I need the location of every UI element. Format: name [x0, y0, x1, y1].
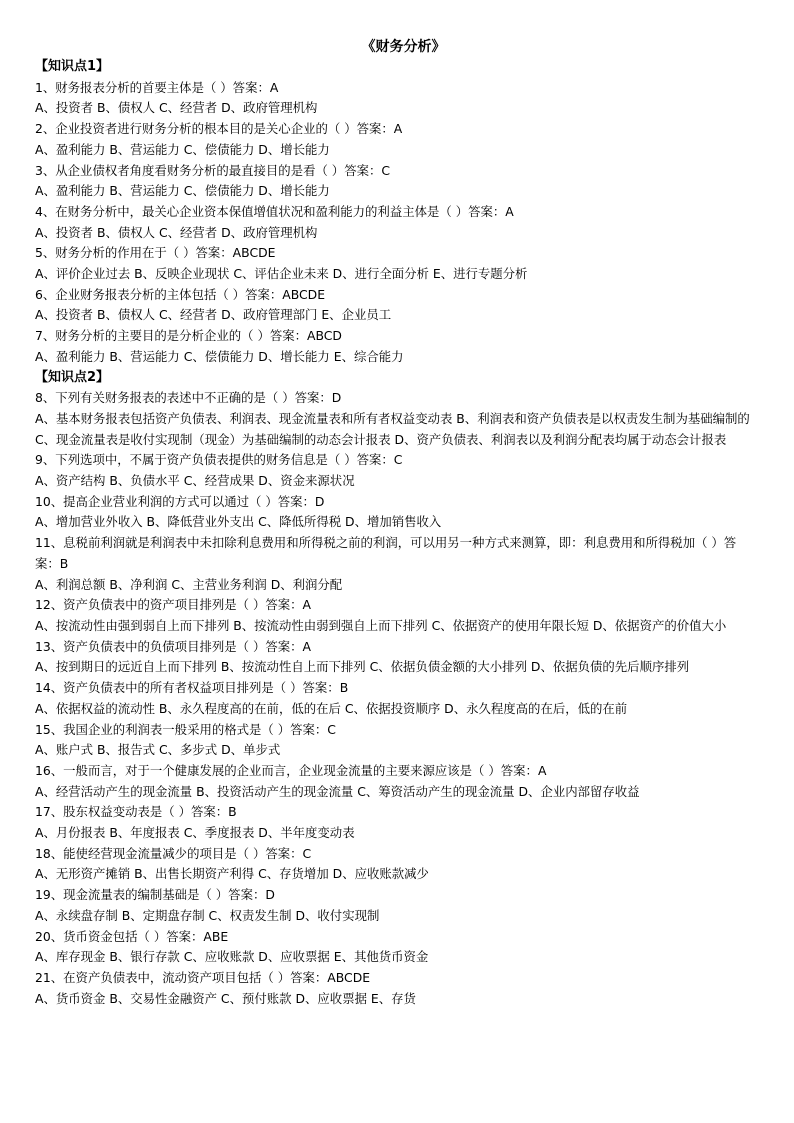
document-title: 《财务分析》: [361, 39, 446, 55]
answer-options: A、投资者 B、债权人 C、经营者 D、政府管理机构: [35, 224, 318, 240]
answer-options: A、无形资产摊销 B、出售长期资产利得 C、存货增加 D、应收账款减少: [35, 866, 429, 882]
answer-options: A、账户式 B、报告式 C、多步式 D、单步式: [35, 742, 281, 758]
answer-options: A、货币资金 B、交易性金融资产 C、预付账款 D、应收票据 E、存货: [35, 990, 416, 1006]
question-text: 16、一般而言，对于一个健康发展的企业而言，企业现金流量的主要来源应该是（ ）答案：A: [35, 762, 547, 778]
question-text: 1、财务报表分析的首要主体是（ ）答案：A: [35, 79, 279, 95]
question-text: 20、货币资金包括（ ）答案：ABE: [35, 928, 229, 944]
answer-options: A、按流动性由强到弱自上而下排列 B、按流动性由弱到强自上而下排列 C、依据资产的使用年限长短 D、依据资产的价值大小: [35, 617, 727, 633]
answer-options: A、盈利能力 B、营运能力 C、偿债能力 D、增长能力: [35, 183, 330, 199]
question-text: 15、我国企业的利润表一般采用的格式是（ ）答案：C: [35, 721, 336, 737]
question-text: 18、能使经营现金流量减少的项目是（ ）答案：C: [35, 845, 312, 861]
question-text: 6、企业财务报表分析的主体包括（ ）答案：ABCDE: [35, 286, 326, 302]
answer-options: A、利润总额 B、净利润 C、主营业务利润 D、利润分配: [35, 576, 343, 592]
question-text: 7、财务分析的主要目的是分析企业的（ ）答案：ABCD: [35, 328, 342, 344]
question-text: 11、息税前利润就是利润表中未扣除利息费用和所得税之前的利润，可以用另一种方式来测算，即：利息费用和所得税加（ ）答案：B: [35, 535, 737, 571]
answer-options: A、按到期日的远近自上而下排列 B、按流动性自上而下排列 C、依据负债金额的大小排列 D、依据负债的先后顺序排列: [35, 659, 690, 675]
question-text: 13、资产负债表中的负债项目排列是（ ）答案：A: [35, 638, 311, 654]
question-list: [35, 57, 760, 1009]
answer-options: A、增加营业外收入 B、降低营业外支出 C、降低所得税 D、增加销售收入: [35, 514, 442, 530]
answer-options: A、盈利能力 B、营运能力 C、偿债能力 D、增长能力: [35, 141, 330, 157]
section-heading: 【知识点2】: [35, 369, 110, 385]
answer-options: A、投资者 B、债权人 C、经营者 D、政府管理部门 E、企业员工: [35, 307, 392, 323]
question-text: 12、资产负债表中的资产项目排列是（ ）答案：A: [35, 597, 311, 613]
section-heading: 【知识点1】: [35, 59, 110, 74]
answer-options: A、月份报表 B、年度报表 C、季度报表 D、半年度变动表: [35, 825, 355, 841]
question-text: 21、在资产负债表中，流动资产项目包括（ ）答案：ABCDE: [35, 969, 371, 985]
question-text: 14、资产负债表中的所有者权益项目排列是（ ）答案：B: [35, 680, 349, 696]
answer-options: A、永续盘存制 B、定期盘存制 C、权责发生制 D、收付实现制: [35, 907, 380, 923]
answer-options: A、基本财务报表包括资产负债表、利润表、现金流量表和所有者权益变动表 B、利润表和资产负债表是以权责发生制为基础编制的 C、现金流量表是收付实现制（现金）为基础编制的动态会计报表 D、资产负债表、利润表以及利润分配表均属于动态会计报表: [35, 410, 750, 447]
question-text: 5、财务分析的作用在于（ ）答案：ABCDE: [35, 245, 276, 261]
answer-options: A、库存现金 B、银行存款 C、应收账款 D、应收票据 E、其他货币资金: [35, 949, 429, 965]
document-page: [35, 37, 760, 1009]
question-text: 2、企业投资者进行财务分析的根本目的是关心企业的（ ）答案：A: [35, 121, 403, 137]
question-text: 10、提高企业营业利润的方式可以通过（ ）答案：D: [35, 493, 325, 509]
answer-options: A、评价企业过去 B、反映企业现状 C、评估企业未来 D、进行全面分析 E、进行专题分析: [35, 266, 528, 282]
question-text: 17、股东权益变动表是（ ）答案：B: [35, 804, 237, 820]
answer-options: A、投资者 B、债权人 C、经营者 D、政府管理机构: [35, 100, 318, 116]
answer-options: A、经营活动产生的现金流量 B、投资活动产生的现金流量 C、筹资活动产生的现金流量 D、企业内部留存收益: [35, 783, 640, 799]
question-text: 3、从企业债权者角度看财务分析的最直接目的是看（ ）答案：C: [35, 162, 391, 178]
answer-options: A、资产结构 B、负债水平 C、经营成果 D、资金来源状况: [35, 473, 355, 489]
question-text: 8、下列有关财务报表的表述中不正确的是（ ）答案：D: [35, 390, 342, 406]
answer-options: A、依据权益的流动性 B、永久程度高的在前，低的在后 C、依据投资顺序 D、永久程度高的在后，低的在前: [35, 700, 628, 716]
question-text: 9、下列选项中，不属于资产负债表提供的财务信息是（ ）答案：C: [35, 452, 403, 468]
question-text: 19、现金流量表的编制基础是（ ）答案：D: [35, 887, 275, 903]
question-text: 4、在财务分析中，最关心企业资本保值增值状况和盈利能力的利益主体是（ ）答案：A: [35, 203, 514, 219]
answer-options: A、盈利能力 B、营运能力 C、偿债能力 D、增长能力 E、综合能力: [35, 348, 404, 364]
